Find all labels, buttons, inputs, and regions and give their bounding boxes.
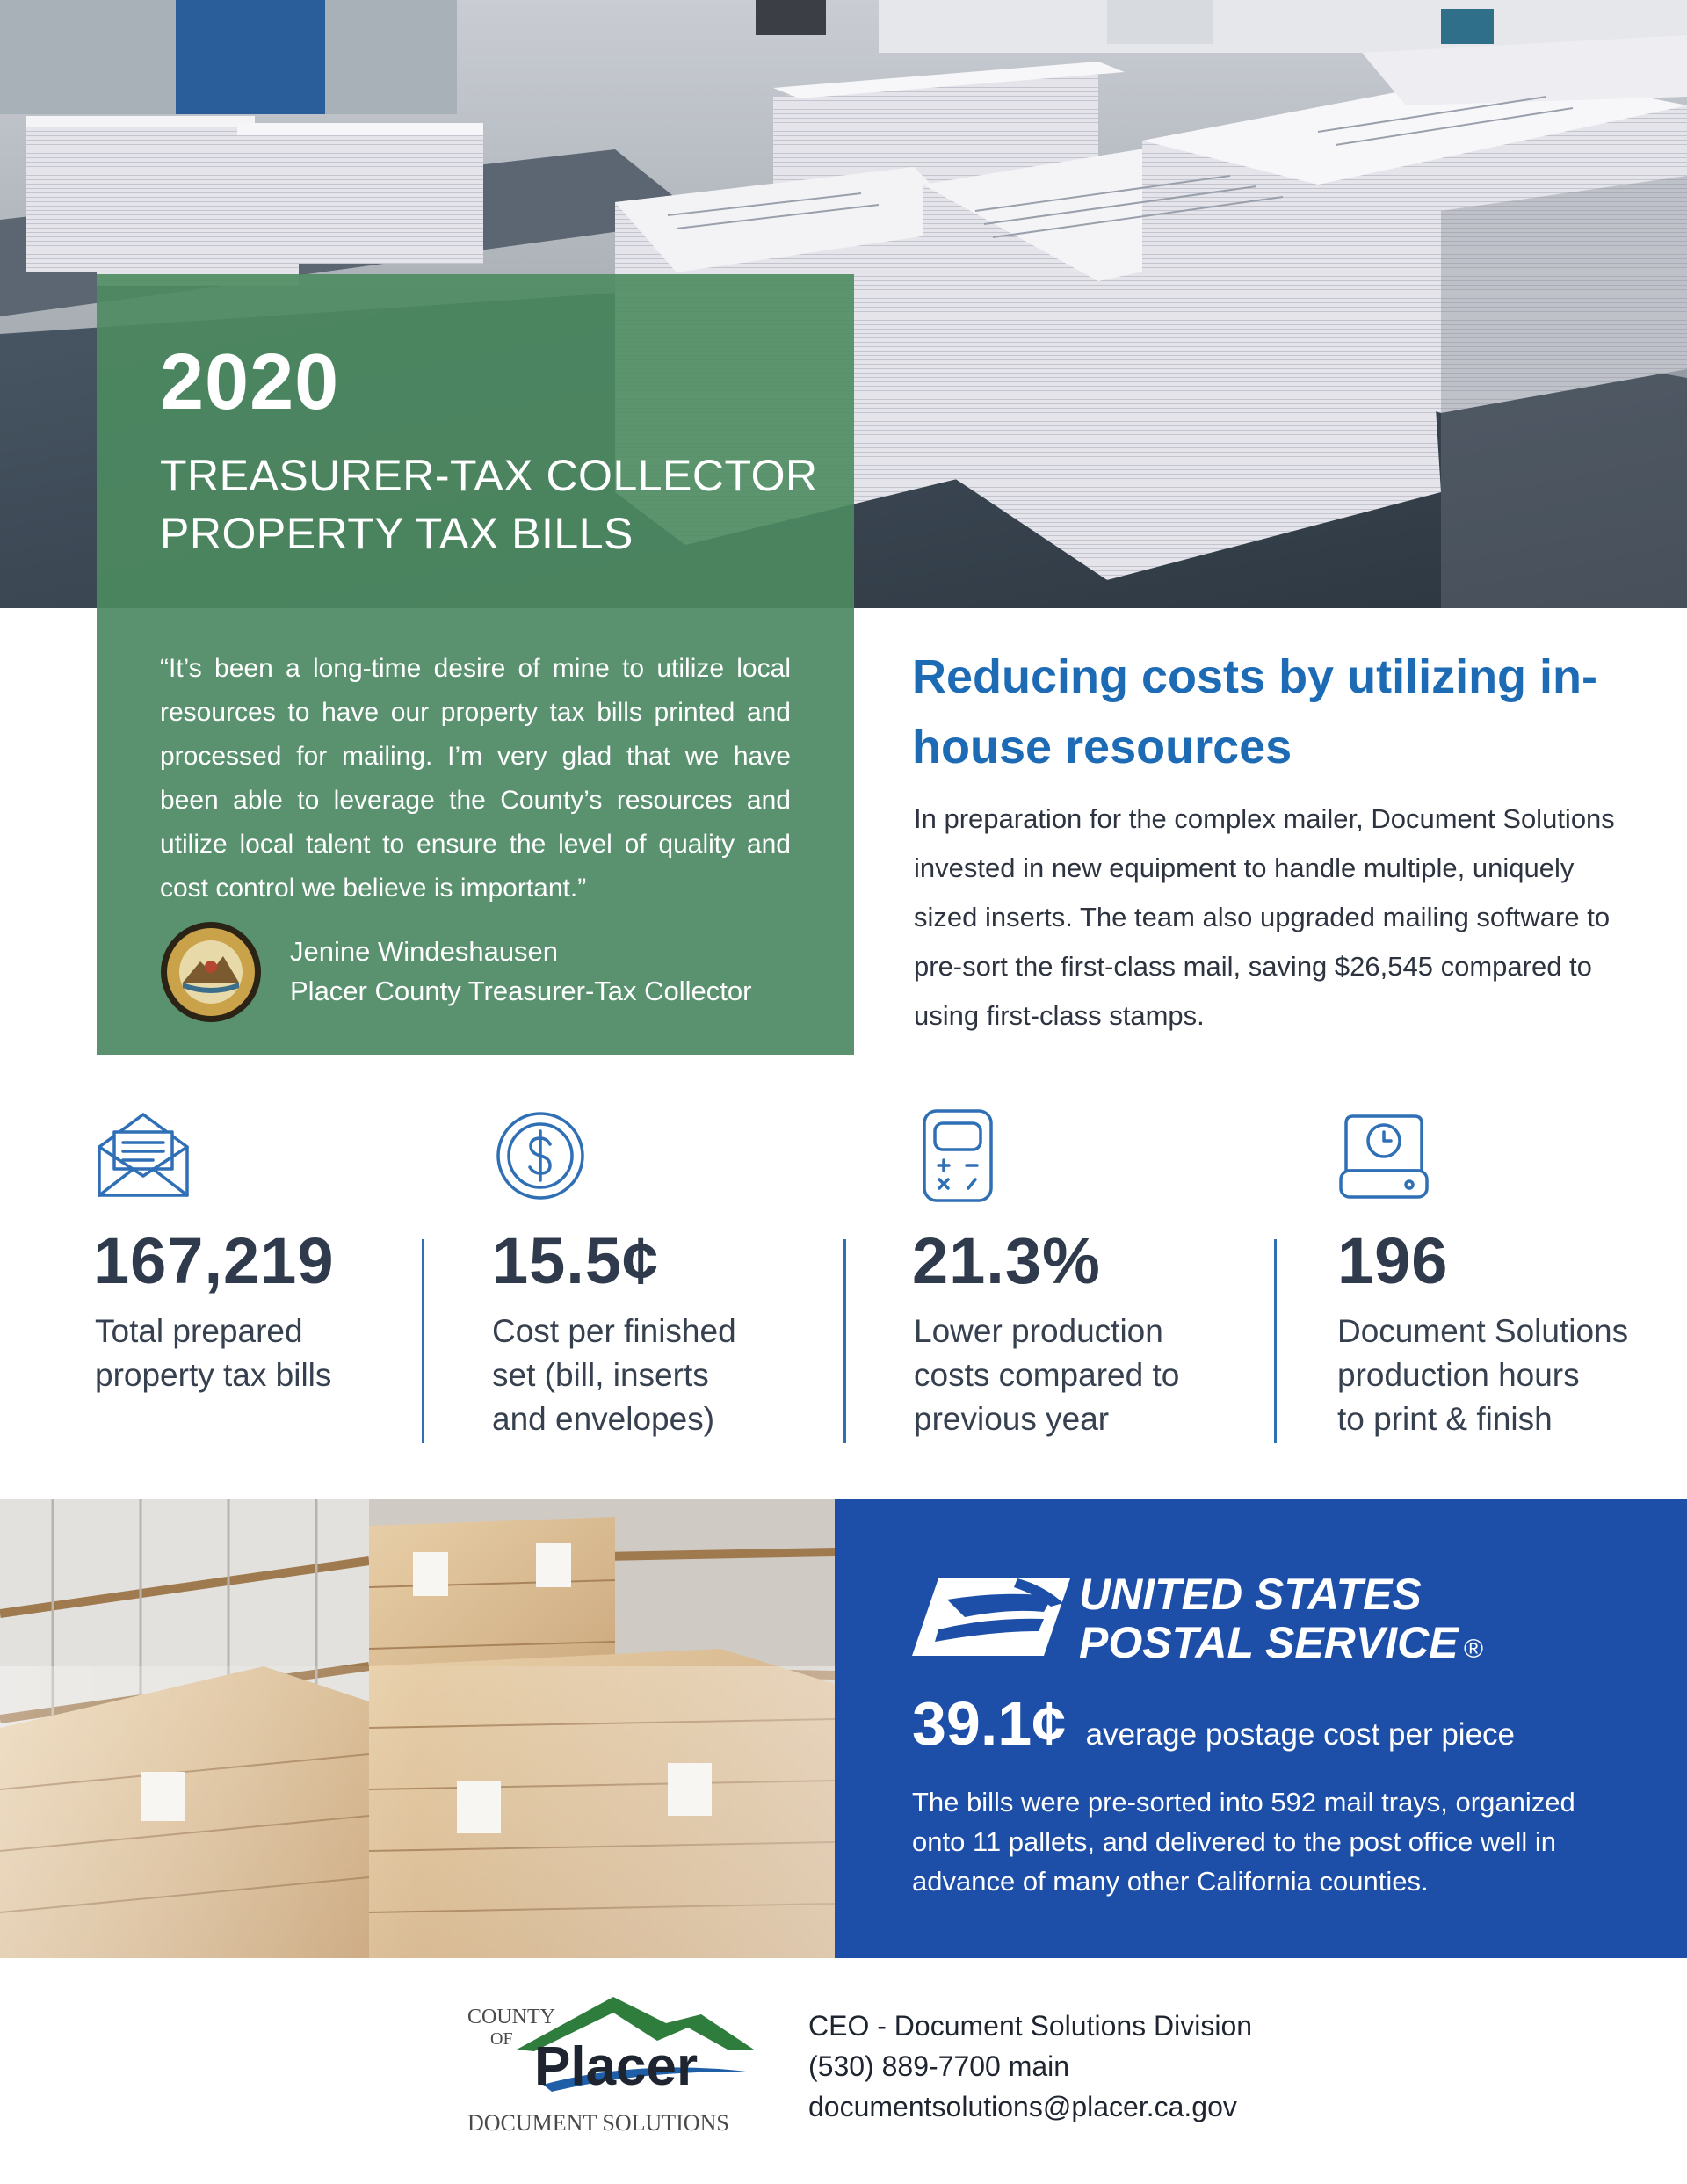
usps-logo-line-1: UNITED STATES	[1079, 1570, 1422, 1619]
stat-divider	[844, 1239, 846, 1443]
title-panel	[97, 274, 854, 608]
usps-registered-mark: ®	[1464, 1635, 1484, 1664]
quote-panel	[97, 608, 854, 1055]
logo-county-text: COUNTY	[467, 2006, 555, 2028]
stat-cost-per-set-value: 15.5¢	[492, 1224, 660, 1297]
article-headline: Reducing costs by utilizing in-house resources	[912, 650, 1598, 773]
stat-cost-per-set-label	[492, 1310, 736, 1441]
printer-clock-icon	[1336, 1107, 1432, 1204]
stat-cost-reduction-value: 21.3%	[912, 1224, 1101, 1297]
usps-logo-line-2: POSTAL SERVICE	[1079, 1618, 1459, 1667]
logo-division-text: DOCUMENT SOLUTIONS	[467, 2110, 729, 2136]
usps-eagle-icon	[912, 1578, 1070, 1656]
contact-info	[808, 2006, 1252, 2127]
stat-divider	[422, 1239, 424, 1443]
stat-cost-reduction-label	[914, 1310, 1179, 1441]
stat-label-line: previous year	[914, 1401, 1110, 1437]
quote-author: Jenine Windeshausen	[290, 936, 559, 967]
usps-panel	[835, 1499, 1687, 1958]
pallets-in-truck-photo	[0, 1499, 835, 1958]
title-line-2: PROPERTY TAX BILLS	[160, 509, 634, 558]
average-postage-label: average postage cost per piece	[1085, 1717, 1516, 1752]
stat-label-line: Total prepared	[95, 1313, 303, 1349]
article-body: In preparation for the complex mailer, Document Solutions invested in new equipment to handle multiple, uniquely sized inserts. The team also upgraded mailing software to pre-sort the first-class mail, saving $26,545 compared to using first-class stamps.	[914, 803, 1615, 1031]
stat-label-line: set (bill, inserts	[492, 1357, 709, 1393]
stat-label-line: to print & finish	[1337, 1401, 1553, 1437]
stat-label-line: production hours	[1337, 1357, 1580, 1393]
quote-attribution	[290, 932, 751, 1011]
county-seal-logo	[160, 921, 262, 1023]
stat-divider	[1274, 1239, 1277, 1443]
quote-author-title: Placer County Treasurer-Tax Collector	[290, 976, 752, 1006]
usps-logo	[912, 1561, 1492, 1675]
contact-email[interactable]: documentsolutions@placer.ca.gov	[808, 2091, 1237, 2122]
stat-total-bills-label	[95, 1310, 331, 1397]
logo-placer-text: Placer	[534, 2036, 699, 2097]
stat-label-line: Cost per finished	[492, 1313, 736, 1349]
calculator-icon	[910, 1107, 1007, 1204]
stat-label-line: and envelopes)	[492, 1401, 715, 1437]
average-postage	[912, 1688, 1515, 1759]
dollar-coin-icon	[492, 1107, 589, 1204]
report-year: 2020	[160, 338, 340, 426]
average-postage-value: 39.1¢	[912, 1689, 1067, 1758]
logo-of-text: OF	[490, 2029, 513, 2049]
stat-total-bills-value: 167,219	[93, 1224, 335, 1297]
report-title	[160, 446, 818, 562]
stat-label-line: property tax bills	[95, 1357, 332, 1393]
usps-body: The bills were pre-sorted into 592 mail trays, organized onto 11 pallets, and delivered to the post office well in advance of many other California counties.	[912, 1787, 1575, 1897]
envelope-icon	[95, 1107, 192, 1204]
placer-document-solutions-logo	[464, 1988, 763, 2146]
testimonial-quote: “It’s been a long-time desire of mine to utilize local resources to have our property tax bills printed and processed for mailing. I’m very glad that we have been able to leverage the County’s resources and utilize local talent to ensure the level of quality and cost control we believe is important.”	[160, 654, 791, 903]
stat-production-hours-label	[1337, 1310, 1628, 1441]
stat-label-line: Document Solutions	[1337, 1313, 1629, 1349]
stat-label-line: Lower production	[914, 1313, 1163, 1349]
title-line-1: TREASURER-TAX COLLECTOR	[160, 451, 818, 500]
contact-title: CEO - Document Solutions Division	[808, 2010, 1253, 2042]
contact-phone[interactable]: (530) 889-7700 main	[808, 2050, 1070, 2082]
stat-label-line: costs compared to	[914, 1357, 1180, 1393]
stat-production-hours-value: 196	[1337, 1224, 1449, 1297]
